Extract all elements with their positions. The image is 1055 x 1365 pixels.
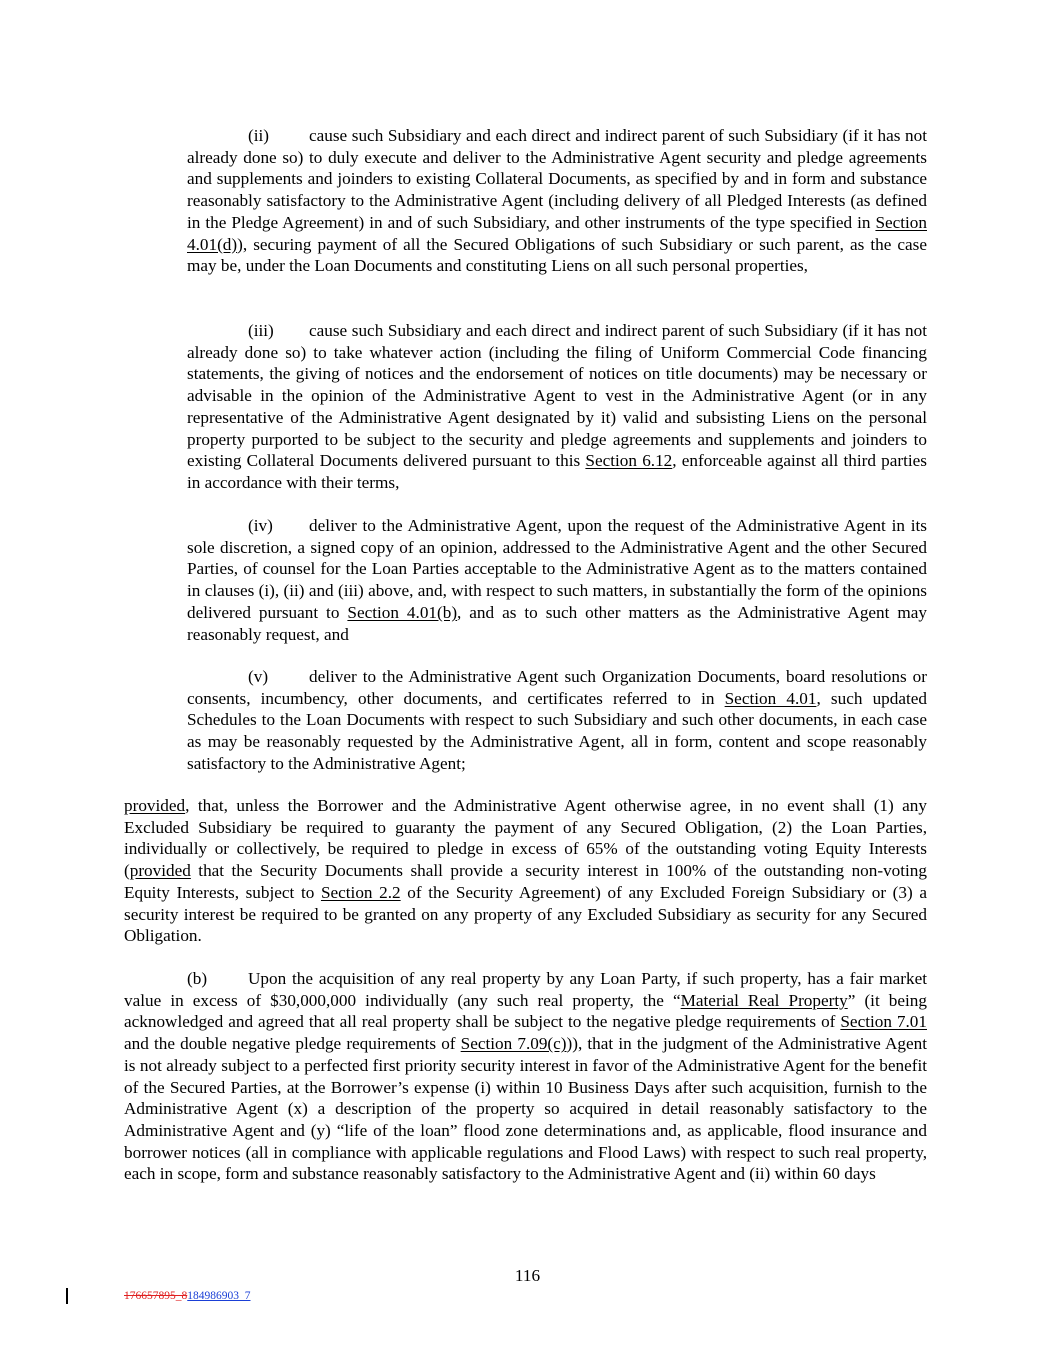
clause-iv-text-1: deliver to the Administrative Agent, upon the request of the Administrative Agent in its sole discretion, a signed copy of an opinion, addressed to the Administrative Agent and the other Secured Parties, of counsel for the Loan Parties acceptable to the Administrative Agent as to the matters contained in clauses (i), (ii) and (iii) above, and, with respect to such matters, in substantially the form of the opinions delivered pursuant to [187,516,927,622]
clause-iv-text-2: , and as to such other matters as the Administrative Agent may reasonably request, and [187,602,927,644]
clause-ii [187,125,927,277]
clause-v [187,666,927,775]
clause-b [124,968,927,1185]
clause-b-text-2: ” (it being acknowledged and agreed that all real property shall be subject to the negative pledge requirements of [124,990,927,1032]
document-id-inserted: 184986903_7 [187,1290,251,1302]
proviso-text-2: that the Security Documents shall provide a security interest in 100% of the outstanding non-voting Equity Interests, subject to [124,861,927,902]
section-4-01-d-reference: Section 4.01(d) [187,212,927,254]
clause-b-text-4: )), that in the judgment of the Administrative Agent is not already subject to a perfected first priority security interest in favor of the Administrative Agent for the benefit of the Secured Parties, at the Borrower’s expense (i) within 10 Business Days after such acquisition, furnish to the Administrative Agent (x) a description of the property so acquired in detail reasonably satisfactory to the Administrative Agent and (y) “life of the loan” flood zone determinations and, as applicable, flood insurance and borrower notices (all in compliance with applicable regulations and Flood Laws) with respect to such real property, each in scope, form and substance reasonably satisfactory to the Administrative Agent and (ii) within 60 days [124,1034,927,1184]
clause-b-label: (b) [187,969,208,988]
section-6-12-reference: Section 6.12 [585,451,673,471]
proviso-text-1: , that, unless the Borrower and the Administrative Agent otherwise agree, in no event shall (1) any Excluded Subsidiary be required to guaranty the payment of any Secured Obligation, (2) the Loan Parties, individually or collectively, be required to pledge in excess of 65% of the outstanding voting Equity Interests ( [124,796,927,881]
clause-ii-label: (ii) [248,126,269,145]
clause-iii-text-2: , enforceable against all third parties in accordance with their terms, [187,451,927,492]
clause-ii-text-2: ), securing payment of all the Secured Obligations of such Subsidiary or such parent, as the case may be, under the Loan Documents and constituting Liens on all such personal properties, [187,234,927,276]
clause-b-text-3: and the double negative pledge requirements of [124,1034,461,1054]
clause-iii-label: (iii) [248,321,274,340]
clause-ii-text-1: cause such Subsidiary and each direct and indirect parent of such Subsidiary (if it has not already done so) to duly execute and deliver to the Administrative Agent security and pledge agreements and supplements and joinders to existing Collateral Documents, as specified by and in form and substance reasonably satisfactory to the Administrative Agent (including delivery of all Pledged Interests (as defined in the Pledge Agreement) in and of such Subsidiary, and other instruments of the type specified in [187,126,927,232]
clause-iv-label: (iv) [248,516,273,535]
section-2-2-reference: Section 2.2 [320,882,401,902]
clause-v-text-1: deliver to the Administrative Agent such Organization Documents, board resolutions or consents, incumbency, other documents, and certificates referred to in [187,667,927,708]
clause-b-text-1: Upon the acquisition of any real property by any Loan Party, if such property, has a fair market value in excess of $30,000,000 individually (any such real property, the “ [124,969,927,1010]
clause-iv [187,515,927,645]
provided-term: provided [124,796,186,815]
section-7-09-c-reference: Section 7.09(c) [460,1034,567,1054]
proviso-paragraph [124,795,927,947]
proviso-text-3: of the Security Agreement) of any Excluded Foreign Subsidiary or (3) a security interest be required to be granted on any property of any Excluded Subsidiary as security for any Secured Obligation. [124,882,927,946]
clause-iii [187,320,927,494]
section-4-01-b-reference: Section 4.01(b) [347,602,458,622]
provided-term-2: provided [129,861,191,881]
material-real-property-term: Material Real Property [680,990,848,1010]
page-number: 116 [514,1266,541,1285]
section-4-01-reference: Section 4.01 [724,688,817,708]
clause-v-text-2: , such updated Schedules to the Loan Documents with respect to such Subsidiary and such other documents, in each case as may be reasonably requested by the Administrative Agent, all in form, content and scope reasonably satisfactory to the Administrative Agent; [187,688,927,773]
clause-iii-text-1: cause such Subsidiary and each direct and indirect parent of such Subsidiary (if it has not already done so) to take whatever action (including the filing of Uniform Commercial Code financing statements, the giving of notices and the endorsement of notices on title documents) may be necessary or advisable in the opinion of the Administrative Agent to vest in the Administrative Agent (or in any representative of the Administrative Agent designated by it) valid and subsisting Liens on the personal property purported to be subject to the security and pledge agreements and supplements and joinders to existing Collateral Documents delivered pursuant to this [187,321,927,471]
change-bar [66,1288,68,1304]
clause-v-label: (v) [248,667,269,686]
document-id [124,1290,251,1302]
document-id-deleted: 176657895_8 [124,1290,188,1302]
section-7-01-reference: Section 7.01 [840,1012,927,1032]
